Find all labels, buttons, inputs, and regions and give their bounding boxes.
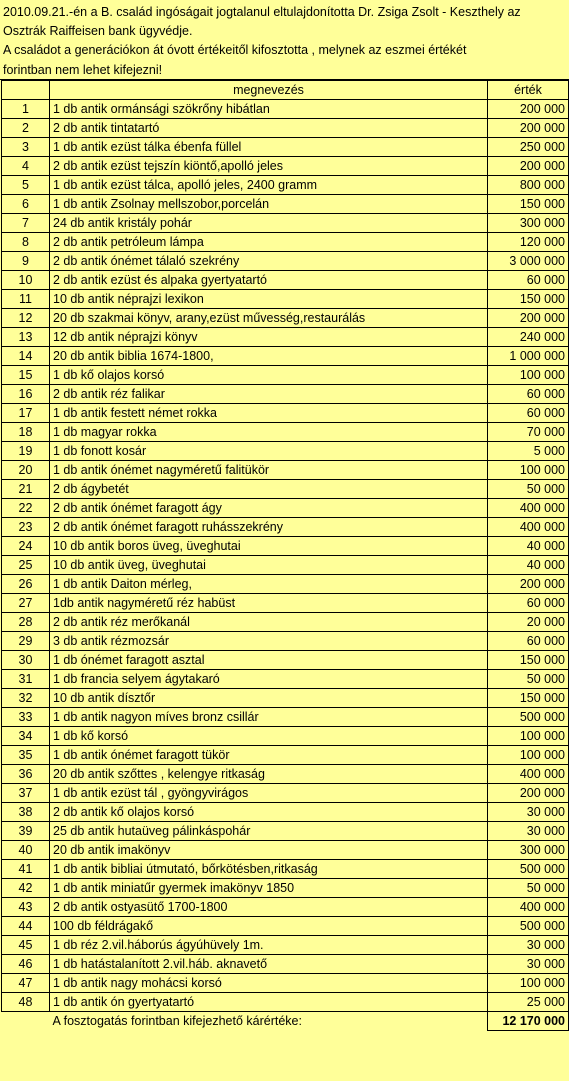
total-row [2, 1012, 569, 1031]
table-row [2, 974, 569, 993]
intro-line-4: forintban nem lehet kifejezni! [3, 62, 163, 77]
row-item-name: 2 db antik kő olajos korsó [50, 803, 488, 822]
table-row [2, 157, 569, 176]
row-item-value: 400 000 [488, 898, 569, 917]
row-index: 48 [2, 993, 50, 1012]
row-item-name: 2 db ágybetét [50, 480, 488, 499]
row-index: 2 [2, 119, 50, 138]
total-label: A fosztogatás forintban kifejezhető kárértéke: [52, 1014, 302, 1029]
row-item-name: 1 db hatástalanított 2.vil.háb. aknavető [50, 955, 488, 974]
row-index: 36 [2, 765, 50, 784]
table-row [2, 632, 569, 651]
row-item-value: 30 000 [488, 936, 569, 955]
inventory-table [1, 80, 569, 1031]
total-spacer [2, 1012, 50, 1031]
row-item-value: 200 000 [488, 119, 569, 138]
table-row [2, 100, 569, 119]
table-row [2, 233, 569, 252]
row-index: 46 [2, 955, 50, 974]
row-item-name: 1 db antik bibliai útmutató, bőrkötésben,ritkaság [50, 860, 488, 879]
row-item-name: 1 db antik ezüst tálca, apolló jeles, 2400 gramm [50, 176, 488, 195]
intro-text [0, 0, 569, 80]
row-item-value: 1 000 000 [488, 347, 569, 366]
row-item-value: 30 000 [488, 955, 569, 974]
intro-line-1: 2010.09.21.-én a B. család ingóságait jogtalanul eltulajdonította Dr. Zsiga Zsolt - Keszthely az [3, 5, 521, 19]
row-item-name: 1 db antik ormánsági szökrőny hibátlan [50, 100, 488, 119]
table-row [2, 309, 569, 328]
row-item-name: 2 db antik ezüst tejszín kiöntő,apolló jeles [50, 157, 488, 176]
row-index: 44 [2, 917, 50, 936]
table-row [2, 518, 569, 537]
table-row [2, 366, 569, 385]
row-item-value: 100 000 [488, 366, 569, 385]
row-index: 22 [2, 499, 50, 518]
table-row [2, 936, 569, 955]
row-item-value: 40 000 [488, 537, 569, 556]
row-item-value: 60 000 [488, 404, 569, 423]
row-index: 43 [2, 898, 50, 917]
row-item-value: 60 000 [488, 594, 569, 613]
row-index: 5 [2, 176, 50, 195]
row-item-value: 100 000 [488, 461, 569, 480]
row-item-name: 20 db szakmai könyv, arany,ezüst művesség,restaurálás [50, 309, 488, 328]
row-item-name: 1 db antik ezüst tál , gyöngyvirágos [50, 784, 488, 803]
row-item-name: 1db antik nagyméretű réz habüst [50, 594, 488, 613]
row-item-value: 400 000 [488, 518, 569, 537]
table-row [2, 575, 569, 594]
row-item-value: 30 000 [488, 803, 569, 822]
table-row [2, 955, 569, 974]
row-index: 35 [2, 746, 50, 765]
row-index: 39 [2, 822, 50, 841]
row-index: 3 [2, 138, 50, 157]
row-item-value: 3 000 000 [488, 252, 569, 271]
row-index: 45 [2, 936, 50, 955]
table-row [2, 404, 569, 423]
row-index: 8 [2, 233, 50, 252]
table-row [2, 195, 569, 214]
table-row [2, 898, 569, 917]
row-item-value: 70 000 [488, 423, 569, 442]
row-index: 40 [2, 841, 50, 860]
row-index: 18 [2, 423, 50, 442]
row-index: 16 [2, 385, 50, 404]
header-name: megnevezés [50, 81, 488, 100]
row-item-name: 2 db antik réz falikar [50, 385, 488, 404]
total-value: 12 170 000 [488, 1012, 569, 1031]
table-row [2, 651, 569, 670]
table-row [2, 841, 569, 860]
table-row [2, 765, 569, 784]
row-item-name: 3 db antik rézmozsár [50, 632, 488, 651]
row-item-name: 1 db antik nagy mohácsi korsó [50, 974, 488, 993]
row-item-name: 10 db antik dísztőr [50, 689, 488, 708]
row-item-name: 2 db antik ónémet tálaló szekrény [50, 252, 488, 271]
table-row [2, 423, 569, 442]
row-item-name: 1 db antik ón gyertyatartó [50, 993, 488, 1012]
header-row [2, 81, 569, 100]
row-item-value: 150 000 [488, 689, 569, 708]
row-index: 38 [2, 803, 50, 822]
row-item-name: 2 db antik ezüst és alpaka gyertyatartó [50, 271, 488, 290]
row-item-name: 2 db antik réz merőkanál [50, 613, 488, 632]
row-item-value: 800 000 [488, 176, 569, 195]
row-index: 14 [2, 347, 50, 366]
header-index [2, 81, 50, 100]
table-row [2, 803, 569, 822]
table-row [2, 290, 569, 309]
row-index: 13 [2, 328, 50, 347]
table-row [2, 917, 569, 936]
table-row [2, 119, 569, 138]
row-item-value: 60 000 [488, 632, 569, 651]
row-item-name: 1 db fonott kosár [50, 442, 488, 461]
row-index: 20 [2, 461, 50, 480]
row-item-name: 12 db antik néprajzi könyv [50, 328, 488, 347]
row-item-value: 100 000 [488, 727, 569, 746]
row-index: 4 [2, 157, 50, 176]
row-item-value: 50 000 [488, 480, 569, 499]
row-item-value: 200 000 [488, 784, 569, 803]
row-item-value: 60 000 [488, 271, 569, 290]
row-item-value: 500 000 [488, 860, 569, 879]
row-item-name: 20 db antik imakönyv [50, 841, 488, 860]
row-item-value: 120 000 [488, 233, 569, 252]
row-item-value: 240 000 [488, 328, 569, 347]
table-row [2, 822, 569, 841]
row-item-value: 500 000 [488, 917, 569, 936]
row-item-value: 400 000 [488, 765, 569, 784]
row-item-name: 25 db antik hutaüveg pálinkáspohár [50, 822, 488, 841]
table-row [2, 879, 569, 898]
row-item-value: 150 000 [488, 290, 569, 309]
row-item-value: 200 000 [488, 157, 569, 176]
intro-line-2: Osztrák Raiffeisen bank ügyvédje. [3, 24, 193, 39]
row-index: 10 [2, 271, 50, 290]
table-row [2, 746, 569, 765]
row-item-name: 1 db magyar rokka [50, 423, 488, 442]
row-index: 9 [2, 252, 50, 271]
intro-line-3: A családot a generációkon át óvott értékeitől kifosztotta , melynek az eszmei értékét [3, 43, 467, 58]
row-item-name: 1 db francia selyem ágytakaró [50, 670, 488, 689]
row-index: 33 [2, 708, 50, 727]
table-row [2, 271, 569, 290]
header-value: érték [488, 81, 569, 100]
row-index: 37 [2, 784, 50, 803]
table-row [2, 556, 569, 575]
table-row [2, 252, 569, 271]
row-item-value: 500 000 [488, 708, 569, 727]
row-item-value: 30 000 [488, 822, 569, 841]
table-row [2, 138, 569, 157]
table-row [2, 594, 569, 613]
row-item-value: 150 000 [488, 651, 569, 670]
table-body [2, 100, 569, 1012]
row-item-name: 1 db antik ónémet nagyméretű falitükör [50, 461, 488, 480]
row-item-name: 10 db antik néprajzi lexikon [50, 290, 488, 309]
row-item-name: 2 db antik petróleum lámpa [50, 233, 488, 252]
table-row [2, 689, 569, 708]
row-item-name: 1 db antik festett német rokka [50, 404, 488, 423]
table-row [2, 442, 569, 461]
row-item-name: 1 db antik Daiton mérleg, [50, 575, 488, 594]
table-row [2, 784, 569, 803]
row-item-value: 20 000 [488, 613, 569, 632]
row-item-name: 1 db antik ezüst tálka ébenfa füllel [50, 138, 488, 157]
row-item-value: 100 000 [488, 746, 569, 765]
row-item-name: 100 db féldrágakő [50, 917, 488, 936]
table-row [2, 727, 569, 746]
table-row [2, 670, 569, 689]
row-index: 32 [2, 689, 50, 708]
row-item-name: 24 db antik kristály pohár [50, 214, 488, 233]
row-item-name: 1 db antik miniatűr gyermek imakönyv 1850 [50, 879, 488, 898]
row-item-name: 20 db antik szőttes , kelengye ritkaság [50, 765, 488, 784]
table-row [2, 860, 569, 879]
row-item-value: 150 000 [488, 195, 569, 214]
table-row [2, 499, 569, 518]
table-row [2, 993, 569, 1012]
table-row [2, 461, 569, 480]
row-index: 31 [2, 670, 50, 689]
row-item-name: 1 db kő olajos korsó [50, 366, 488, 385]
row-item-name: 2 db antik ónémet faragott ágy [50, 499, 488, 518]
row-item-name: 1 db antik ónémet faragott tükör [50, 746, 488, 765]
row-item-value: 400 000 [488, 499, 569, 518]
row-item-name: 1 db ónémet faragott asztal [50, 651, 488, 670]
row-item-name: 1 db kő korsó [50, 727, 488, 746]
row-index: 28 [2, 613, 50, 632]
row-index: 26 [2, 575, 50, 594]
row-item-name: 2 db antik ónémet faragott ruhásszekrény [50, 518, 488, 537]
table-row [2, 176, 569, 195]
row-index: 47 [2, 974, 50, 993]
row-index: 24 [2, 537, 50, 556]
row-item-value: 250 000 [488, 138, 569, 157]
table-row [2, 328, 569, 347]
row-item-name: 1 db réz 2.vil.háborús ágyúhüvely 1m. [50, 936, 488, 955]
row-item-value: 25 000 [488, 993, 569, 1012]
row-item-value: 300 000 [488, 214, 569, 233]
row-item-value: 60 000 [488, 385, 569, 404]
row-item-name: 10 db antik üveg, üveghutai [50, 556, 488, 575]
row-index: 29 [2, 632, 50, 651]
row-index: 6 [2, 195, 50, 214]
table-row [2, 347, 569, 366]
table-row [2, 480, 569, 499]
row-item-value: 5 000 [488, 442, 569, 461]
row-item-name: 10 db antik boros üveg, üveghutai [50, 537, 488, 556]
row-item-name: 20 db antik biblia 1674-1800, [50, 347, 488, 366]
row-index: 15 [2, 366, 50, 385]
row-item-value: 40 000 [488, 556, 569, 575]
table-row [2, 708, 569, 727]
row-index: 17 [2, 404, 50, 423]
row-item-value: 50 000 [488, 879, 569, 898]
row-item-name: 1 db antik Zsolnay mellszobor,porcelán [50, 195, 488, 214]
table-row [2, 385, 569, 404]
row-index: 12 [2, 309, 50, 328]
table-row [2, 537, 569, 556]
row-index: 1 [2, 100, 50, 119]
row-index: 34 [2, 727, 50, 746]
row-item-value: 200 000 [488, 100, 569, 119]
row-index: 25 [2, 556, 50, 575]
row-item-value: 200 000 [488, 575, 569, 594]
row-index: 19 [2, 442, 50, 461]
row-index: 11 [2, 290, 50, 309]
row-index: 30 [2, 651, 50, 670]
row-index: 23 [2, 518, 50, 537]
row-item-value: 100 000 [488, 974, 569, 993]
row-item-value: 300 000 [488, 841, 569, 860]
row-item-value: 50 000 [488, 670, 569, 689]
row-item-name: 1 db antik nagyon míves bronz csillár [50, 708, 488, 727]
row-index: 42 [2, 879, 50, 898]
row-index: 21 [2, 480, 50, 499]
row-item-value: 200 000 [488, 309, 569, 328]
row-index: 7 [2, 214, 50, 233]
table-row [2, 214, 569, 233]
row-index: 27 [2, 594, 50, 613]
row-index: 41 [2, 860, 50, 879]
row-item-name: 2 db antik tintatartó [50, 119, 488, 138]
table-row [2, 613, 569, 632]
row-item-name: 2 db antik ostyasütő 1700-1800 [50, 898, 488, 917]
